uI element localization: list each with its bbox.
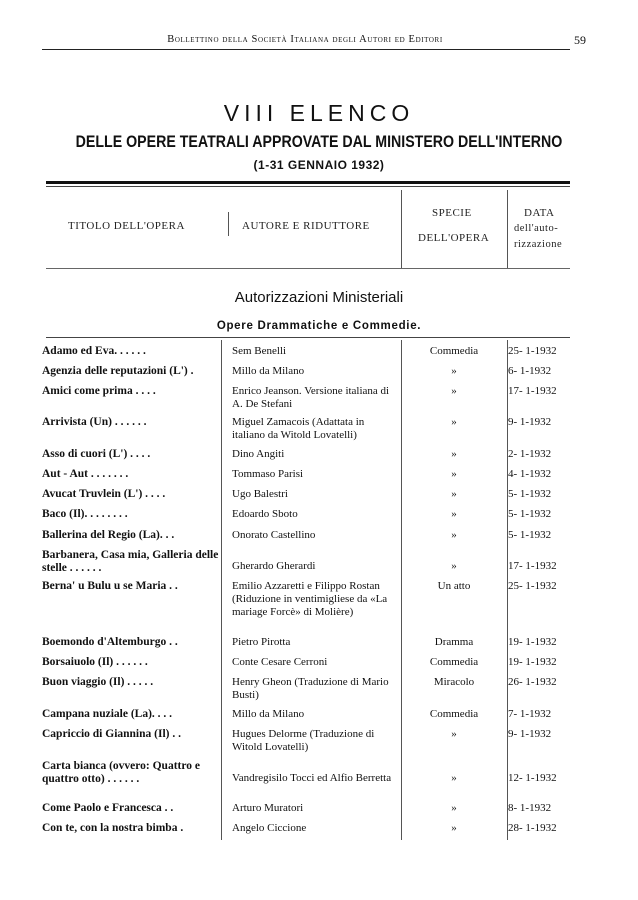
opera-title: Avucat Truvlein (L') . . . . — [42, 488, 166, 500]
opera-date: 9- 1-1932 — [508, 728, 552, 740]
opera-author: Vandregisilo Tocci ed Alfio Berretta — [232, 772, 392, 784]
opera-title: Ballerina del Regio (La). . . — [42, 529, 175, 541]
list-title: VIII ELENCO — [223, 100, 415, 126]
column-header-autore: AUTORE E RIDUTTORE — [242, 220, 370, 232]
opera-title: Aut - Aut . . . . . . . — [42, 468, 129, 480]
opera-date: 25- 1-1932 — [508, 580, 557, 592]
opera-date: 5- 1-1932 — [508, 508, 552, 520]
column-header-data-3: rizzazione — [514, 239, 563, 250]
thick-divider — [46, 181, 570, 184]
column-header-specie-1: SPECIE — [432, 207, 472, 219]
opera-title: Borsaiuolo (Il) . . . . . . — [42, 656, 148, 668]
list-subtitle: DELLE OPERE TEATRALI APPROVATE DAL MINISTERO DELL'INTERNO — [75, 133, 563, 151]
opera-date: 17- 1-1932 — [508, 560, 557, 572]
opera-specie: Dramma — [434, 636, 474, 648]
header-divider-2 — [401, 190, 402, 268]
thin-divider — [46, 186, 570, 187]
body-divider-1 — [221, 340, 222, 840]
column-header-specie-2: DELL'OPERA — [418, 232, 490, 244]
opera-specie: Commedia — [429, 345, 479, 357]
opera-title: Asso di cuori (L') . . . . — [42, 448, 151, 460]
opera-specie: » — [451, 728, 457, 740]
opera-title: Carta bianca (ovvero: Quattro e quattro otto) . . . . . . — [42, 760, 200, 785]
opera-author: Conte Cesare Cerroni — [232, 656, 328, 668]
opera-specie: » — [451, 802, 457, 814]
opera-date: 26- 1-1932 — [508, 676, 557, 688]
date-range: (1-31 GENNAIO 1932) — [253, 158, 385, 172]
opera-author: Onorato Castellino — [232, 529, 316, 541]
opera-date: 5- 1-1932 — [508, 488, 552, 500]
opera-specie: Miracolo — [433, 676, 475, 688]
opera-author: Emilio Azzaretti e Filippo Rostan (Riduzione in ventimigliese da «La mariage Forcè» di Molière) — [232, 580, 388, 618]
header-divider-3 — [507, 190, 508, 268]
opera-title: Campana nuziale (La). . . . — [42, 708, 173, 720]
opera-specie: » — [451, 772, 457, 784]
opera-date: 8- 1-1932 — [508, 802, 552, 814]
opera-specie: Un atto — [437, 580, 471, 592]
opera-author: Sem Benelli — [232, 345, 287, 357]
header-divider-1 — [228, 212, 229, 236]
opera-title: Barbanera, Casa mia, Galleria delle stelle . . . . . . — [42, 549, 219, 574]
opera-specie: » — [451, 416, 457, 428]
opera-specie: » — [451, 385, 457, 397]
opera-specie: » — [451, 529, 457, 541]
column-header-data-1: DATA — [524, 207, 555, 219]
opera-title: Boemondo d'Altemburgo . . — [42, 636, 178, 648]
opera-author: Henry Gheon (Traduzione di Mario Busti) — [232, 676, 389, 701]
opera-date: 17- 1-1932 — [508, 385, 557, 397]
opera-author: Angelo Ciccione — [232, 822, 307, 834]
opera-title: Con te, con la nostra bimba . — [42, 822, 184, 834]
opera-title: Buon viaggio (Il) . . . . . — [42, 676, 154, 688]
opera-author: Millo da Milano — [232, 708, 305, 720]
opera-author: Arturo Muratori — [232, 802, 304, 814]
opera-specie: » — [451, 560, 457, 572]
section-title: Autorizzazioni Ministeriali — [234, 289, 404, 306]
opera-author: Gherardo Gherardi — [232, 560, 316, 572]
opera-title: Adamo ed Eva. . . . . . — [42, 345, 146, 357]
opera-specie: Commedia — [429, 708, 479, 720]
opera-date: 4- 1-1932 — [508, 468, 552, 480]
opera-author: Millo da Milano — [232, 365, 305, 377]
opera-specie: Commedia — [429, 656, 479, 668]
opera-date: 19- 1-1932 — [508, 636, 557, 648]
opera-title: Arrivista (Un) . . . . . . — [42, 416, 147, 428]
opera-title: Come Paolo e Francesca . . — [42, 802, 174, 814]
opera-specie: » — [451, 822, 457, 834]
opera-author: Miguel Zamacois (Adattata in italiano da Witold Lovatelli) — [232, 416, 365, 441]
running-head: Bollettino della Società Italiana degli Autori ed Editori — [167, 34, 443, 45]
column-header-data-2: dell'auto- — [514, 223, 559, 234]
opera-specie: » — [451, 448, 457, 460]
opera-specie: » — [451, 508, 457, 520]
column-header-titolo: TITOLO DELL'OPERA — [68, 220, 185, 232]
opera-specie: » — [451, 488, 457, 500]
opera-author: Tommaso Parisi — [232, 468, 304, 480]
opera-date: 6- 1-1932 — [508, 365, 552, 377]
header-rule — [42, 49, 570, 50]
opera-date: 2- 1-1932 — [508, 448, 552, 460]
opera-author: Pietro Pirotta — [232, 636, 291, 648]
opera-author: Ugo Balestri — [232, 488, 288, 500]
opera-date: 12- 1-1932 — [508, 772, 557, 784]
header-bottom-rule — [46, 268, 570, 269]
opera-date: 25- 1-1932 — [508, 345, 557, 357]
opera-title: Berna' u Bulu u se Maria . . — [42, 580, 178, 592]
opera-author: Dino Angiti — [232, 448, 285, 460]
opera-date: 5- 1-1932 — [508, 529, 552, 541]
opera-author: Hugues Delorme (Traduzione di Witold Lovatelli) — [232, 728, 375, 753]
opera-specie: » — [451, 365, 457, 377]
opera-title: Agenzia delle reputazioni (L') . — [42, 365, 194, 377]
opera-date: 19- 1-1932 — [508, 656, 557, 668]
opera-author: Edoardo Sboto — [232, 508, 298, 520]
opera-date: 28- 1-1932 — [508, 822, 557, 834]
opera-title: Capriccio di Giannina (Il) . . — [42, 728, 181, 740]
opera-date: 9- 1-1932 — [508, 416, 552, 428]
opera-author: Enrico Jeanson. Versione italiana di A. De Stefani — [232, 385, 390, 410]
page-number: 59 — [574, 33, 586, 47]
subsection-title: Opere Drammatiche e Commedie. — [216, 320, 422, 332]
subsection-rule — [46, 337, 570, 338]
opera-title: Amici come prima . . . . — [42, 385, 156, 397]
body-divider-2 — [401, 340, 402, 840]
opera-specie: » — [451, 468, 457, 480]
opera-date: 7- 1-1932 — [508, 708, 552, 720]
opera-title: Baco (Il). . . . . . . . — [42, 508, 128, 520]
